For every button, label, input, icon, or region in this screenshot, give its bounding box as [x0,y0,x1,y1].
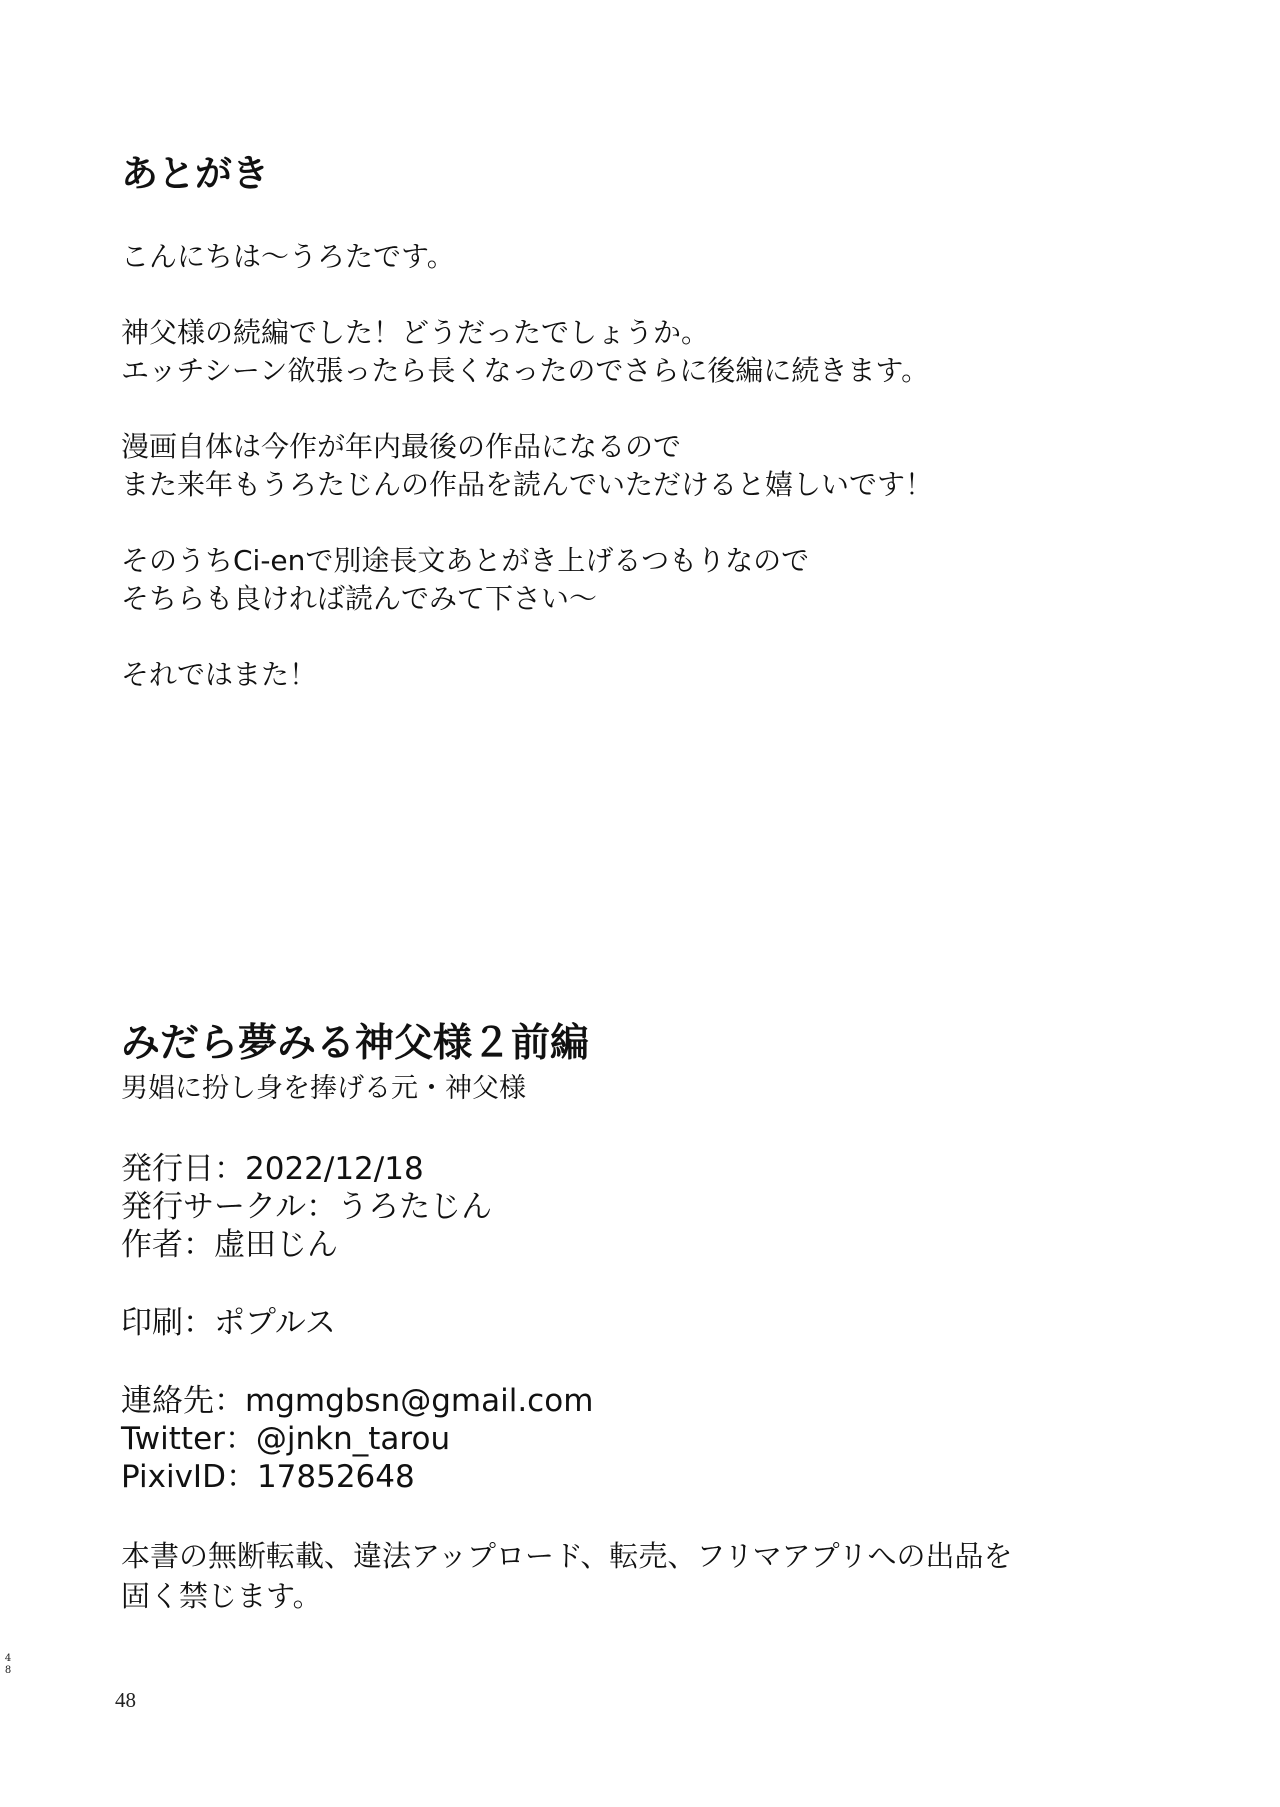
printing-info [121,1304,1161,1342]
book-title: みだら夢みる神父様２前編 [121,1021,590,1066]
contact-info [121,1382,1161,1496]
book-subtitle: 男娼に扮し身を捧げる元・神父様 [121,1073,526,1104]
afterword-paragraph-greeting [121,238,1161,276]
gutter-digit: 4 [4,1653,12,1664]
colophon-section [121,1018,1161,1656]
afterword-line: 神父様の続編でした！どうだったでしょうか。 [121,316,710,349]
printer: 印刷：ポプルス [121,1305,336,1341]
afterword-body [121,238,1161,694]
afterword-paragraph-closing [121,656,1161,694]
afterword-line: こんにちは〜うろたです。 [121,240,455,273]
afterword-section [121,150,1161,732]
afterword-line: そちらも良ければ読んでみて下さい〜 [121,582,598,615]
page-number: 48 [115,1688,136,1712]
afterword-heading: あとがき [121,152,269,195]
pixiv-id: PixivID：17852648 [121,1459,415,1495]
publication-info [121,1150,1161,1264]
notice-line: 本書の無断転載、違法アップロード、転売、フリマアプリへの出品を [121,1539,1013,1573]
afterword-line: そのうちCi-enで別途長文あとがき上げるつもりなので [121,544,810,577]
gutter-digit: 8 [4,1665,12,1676]
afterword-line: それではまた！ [121,658,318,691]
afterword-paragraph-year [121,428,1161,504]
notice-line: 固く禁じます。 [121,1579,322,1613]
contact-email: 連絡先：mgmgbsn@gmail.com [121,1383,594,1419]
afterword-paragraph-cien [121,542,1161,618]
afterword-line: エッチシーン欲張ったら長くなったのでさらに後編に続きます。 [121,354,930,387]
afterword-line: また来年もうろたじんの作品を読んでいただけると嬉しいです！ [121,468,934,501]
gutter-page-mark [3,1653,13,1677]
author: 作者：虚田じん [121,1227,338,1263]
afterword-line: 漫画自体は今作が年内最後の作品になるので [121,430,682,463]
copyright-notice [121,1536,1161,1616]
publication-date: 発行日：2022/12/18 [121,1151,424,1187]
twitter-handle: Twitter：@jnkn_tarou [121,1421,451,1457]
publishing-circle: 発行サークル：うろたじん [121,1189,493,1225]
afterword-paragraph-sequel [121,314,1161,390]
